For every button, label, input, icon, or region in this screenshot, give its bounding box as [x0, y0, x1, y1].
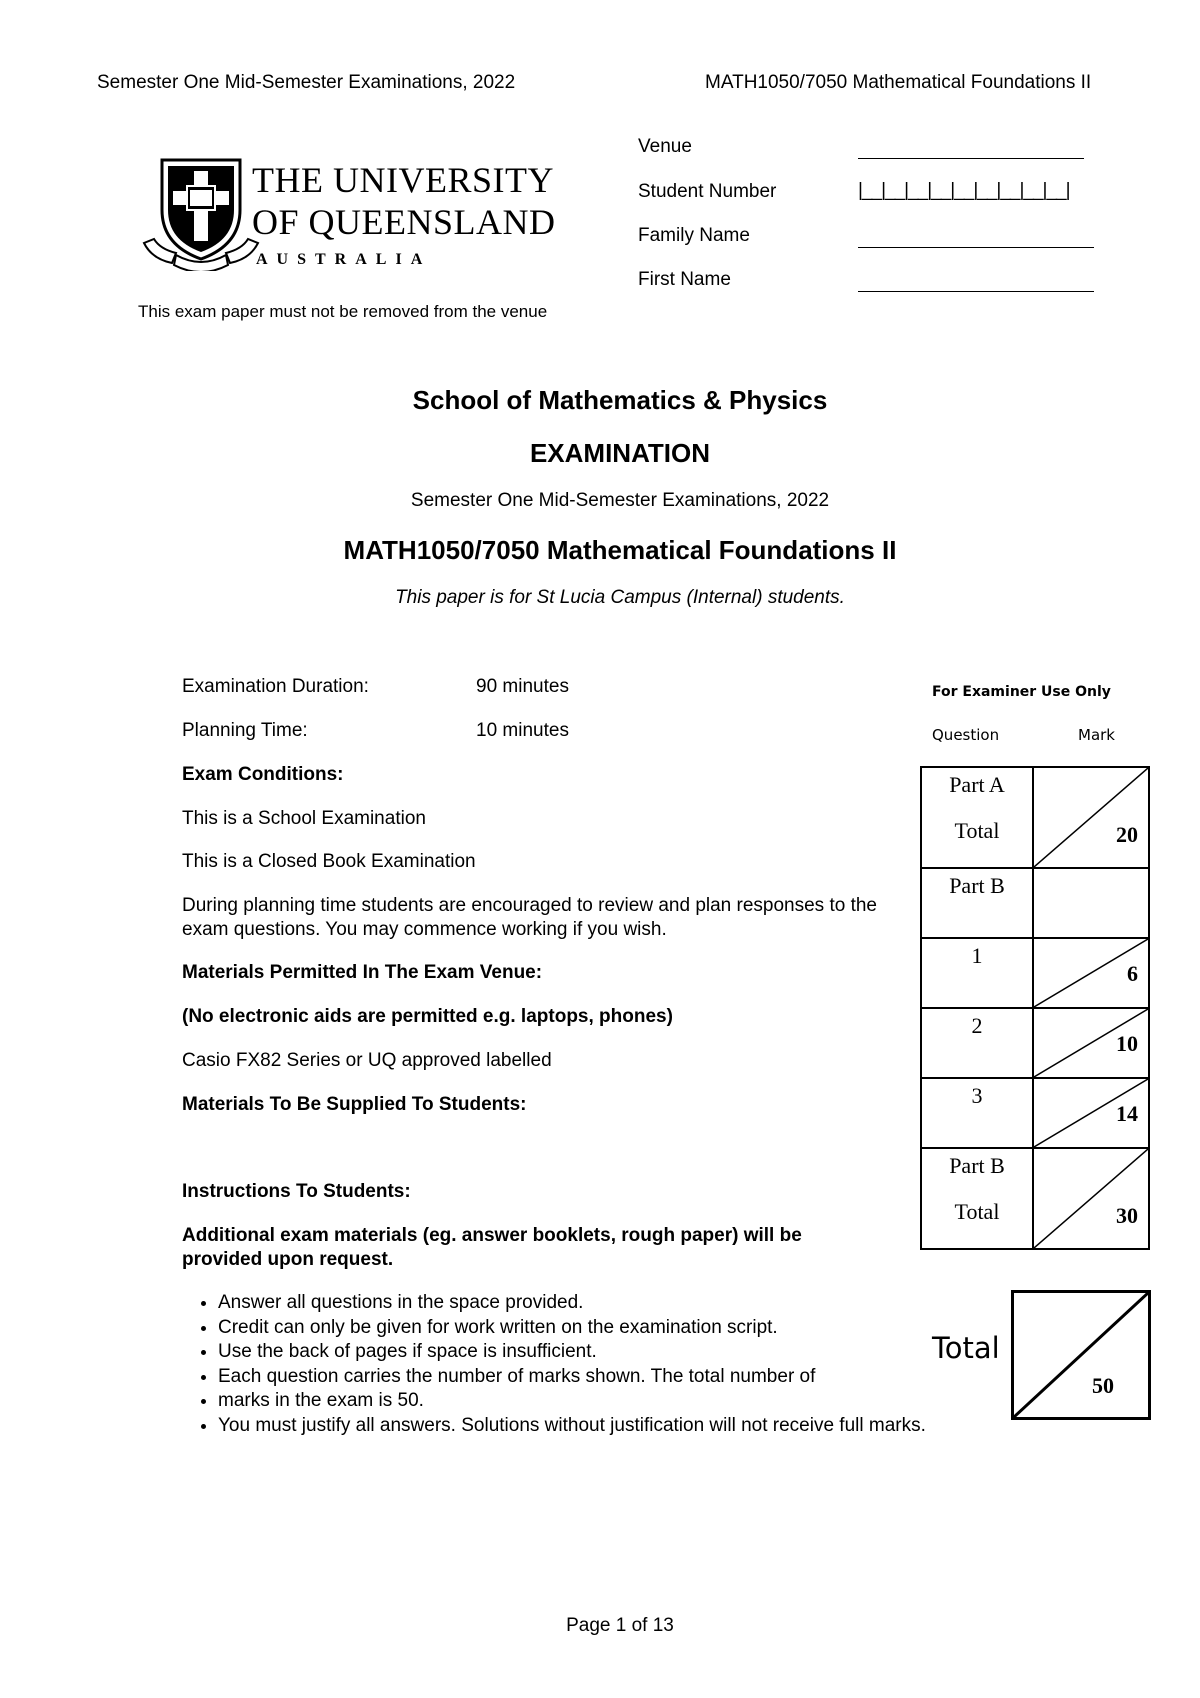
- question-cell: 2: [921, 1008, 1033, 1078]
- exam-title: EXAMINATION: [529, 438, 711, 468]
- table-row: [921, 767, 1149, 868]
- condition-closed-book: This is a Closed Book Examination: [182, 851, 476, 872]
- condition-school-exam: This is a School Examination: [182, 808, 426, 829]
- grand-total-box[interactable]: [1011, 1290, 1151, 1420]
- first-name-field[interactable]: [858, 291, 1094, 292]
- materials-supplied-heading: Materials To Be Supplied To Students:: [182, 1094, 527, 1115]
- list-item: • Answer all questions in the space provided.: [218, 1291, 933, 1316]
- uq-logo: [142, 155, 562, 275]
- diagonal-slash-icon: [1014, 1293, 1148, 1417]
- list-item: • Credit can only be given for work written on the examination script.: [218, 1316, 933, 1341]
- mark-value: 6: [1127, 961, 1138, 986]
- mark-cell[interactable]: [1033, 1148, 1149, 1249]
- mark-cell[interactable]: [1033, 767, 1149, 868]
- logo-line-university: THE UNIVERSITY: [252, 160, 554, 200]
- list-item: • You must justify all answers. Solutions without justification will not receive full marks.: [218, 1414, 933, 1439]
- marks-table: [920, 766, 1150, 1250]
- examiner-col-question: Question: [932, 726, 1000, 744]
- mark-value: 10: [1116, 1031, 1138, 1056]
- table-row: [921, 1078, 1149, 1148]
- duration-value: 90 minutes: [476, 676, 569, 697]
- mark-value: 14: [1116, 1101, 1138, 1126]
- student-number-field[interactable]: |__|__|__|__|__|__|__|__|__|: [858, 180, 1070, 201]
- diagonal-slash-icon: [1034, 768, 1148, 867]
- table-row: [921, 1148, 1149, 1249]
- logo-line-australia: AUSTRALIA: [256, 251, 432, 268]
- planning-label: Planning Time:: [182, 720, 308, 741]
- page-number: Page 1 of 13: [566, 1615, 674, 1636]
- venue-label: Venue: [638, 136, 692, 157]
- examiner-col-mark: Mark: [1078, 726, 1115, 744]
- additional-materials-note: Additional exam materials (eg. answer booklets, rough paper) will be provided upon request.: [182, 1225, 802, 1270]
- mark-cell[interactable]: [1033, 938, 1149, 1008]
- diagonal-slash-icon: [1034, 1149, 1148, 1248]
- semester-subtitle: Semester One Mid-Semester Examinations, 2022: [410, 490, 830, 511]
- campus-note: This paper is for St Lucia Campus (Internal) students.: [395, 587, 845, 608]
- table-row: [921, 938, 1149, 1008]
- venue-removal-note: This exam paper must not be removed from the venue: [138, 302, 548, 321]
- question-cell: 3: [921, 1078, 1033, 1148]
- list-item: • Each question carries the number of marks shown. The total number of: [218, 1365, 933, 1390]
- first-name-label: First Name: [638, 269, 731, 290]
- question-cell: Part A Total: [921, 767, 1033, 868]
- question-cell: 1: [921, 938, 1033, 1008]
- materials-permitted-heading: Materials Permitted In The Exam Venue:: [182, 962, 543, 983]
- table-row: [921, 868, 1149, 938]
- planning-value: 10 minutes: [476, 720, 569, 741]
- conditions-heading: Exam Conditions:: [182, 764, 344, 785]
- mark-value: 20: [1116, 822, 1138, 847]
- family-name-field[interactable]: [858, 247, 1094, 248]
- school-title: School of Mathematics & Physics: [412, 385, 828, 415]
- instructions-heading: Instructions To Students:: [182, 1181, 411, 1202]
- no-electronic-aids-note: (No electronic aids are permitted e.g. laptops, phones): [182, 1006, 673, 1027]
- family-name-label: Family Name: [638, 225, 750, 246]
- list-item: • marks in the exam is 50.: [218, 1389, 933, 1414]
- mark-cell[interactable]: [1033, 1008, 1149, 1078]
- mark-cell[interactable]: [1033, 868, 1149, 938]
- question-cell: Part B Total: [921, 1148, 1033, 1249]
- running-header-left: Semester One Mid-Semester Examinations, 2022: [97, 72, 516, 93]
- planning-time-note: During planning time students are encouraged to review and plan responses to the exam questions. You may commence working if you wish.: [182, 895, 877, 940]
- student-number-label: Student Number: [638, 181, 777, 202]
- mark-value: 30: [1116, 1203, 1138, 1228]
- venue-field[interactable]: [858, 158, 1084, 159]
- uq-crest-icon: [142, 155, 260, 271]
- examiner-heading: For Examiner Use Only: [932, 684, 1111, 700]
- grand-total-label: Total: [932, 1331, 1000, 1365]
- grand-total-value: 50: [1092, 1373, 1114, 1398]
- mark-cell[interactable]: [1033, 1078, 1149, 1148]
- logo-line-queensland: OF QUEENSLAND: [252, 202, 556, 242]
- list-item: • Use the back of pages if space is insufficient.: [218, 1340, 933, 1365]
- running-header-right: MATH1050/7050 Mathematical Foundations II: [705, 72, 1092, 93]
- instructions-list: [182, 1291, 933, 1438]
- duration-label: Examination Duration:: [182, 676, 369, 697]
- table-row: [921, 1008, 1149, 1078]
- calculator-note: Casio FX82 Series or UQ approved labelled: [182, 1050, 552, 1071]
- course-title: MATH1050/7050 Mathematical Foundations II: [343, 535, 897, 565]
- question-cell: Part B: [921, 868, 1033, 938]
